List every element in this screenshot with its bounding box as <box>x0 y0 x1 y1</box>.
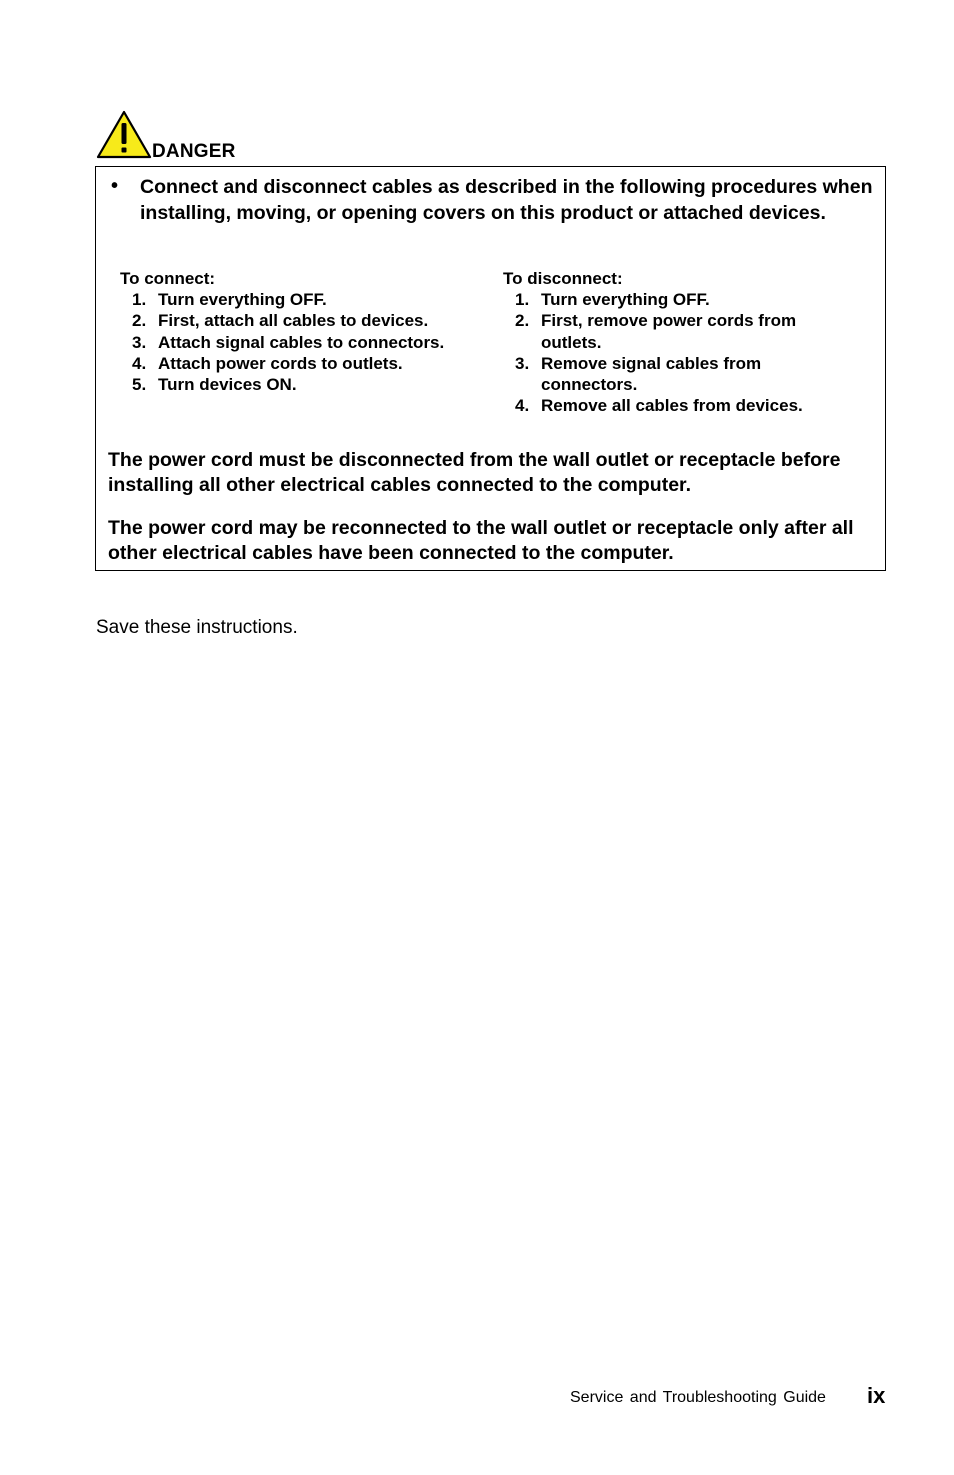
footer-title: Service and Troubleshooting Guide <box>570 1389 826 1406</box>
step-number: 4. <box>515 396 530 416</box>
step-text: First, attach all cables to devices. <box>158 311 429 331</box>
body-paragraph: Save these instructions. <box>96 617 298 638</box>
step-text: Attach signal cables to connectors. <box>158 332 445 352</box>
step-text: Attach power cords to outlets. <box>158 353 403 373</box>
step-number: 1. <box>132 290 147 310</box>
step-text: Remove all cables from devices. <box>541 396 803 416</box>
disconnect-steps <box>503 289 848 416</box>
list-item <box>503 310 848 352</box>
step-text: Turn everything OFF. <box>541 290 710 310</box>
step-number: 5. <box>132 375 147 395</box>
step-number: 4. <box>132 353 147 373</box>
list-item <box>120 310 490 331</box>
step-number: 2. <box>132 311 147 331</box>
step-number: 2. <box>515 311 530 331</box>
list-item <box>120 374 490 395</box>
list-item <box>503 353 848 395</box>
list-item <box>120 289 490 310</box>
list-item <box>120 353 490 374</box>
bullet-text: Connect and disconnect cables as described in the following procedures when installing, moving, or opening covers on this product or attached devices. <box>140 176 873 224</box>
power-cord-note-reconnect: The power cord may be reconnected to the wall outlet or receptacle only after all other electrical cables have been connected to the computer. <box>108 517 854 564</box>
step-text: Turn everything OFF. <box>158 290 327 310</box>
step-text: Remove signal cables from connectors. <box>541 353 762 395</box>
list-item <box>503 395 848 416</box>
danger-label: DANGER <box>152 141 236 162</box>
connect-column <box>120 268 490 395</box>
danger-heading <box>96 110 396 166</box>
connect-heading: To connect: <box>120 269 216 288</box>
bullet-marker: • <box>111 175 119 197</box>
power-cord-note-disconnect: The power cord must be disconnected from the wall outlet or receptacle before installing all other electrical cables connected to the computer. <box>108 449 841 496</box>
step-text: Turn devices ON. <box>158 375 297 395</box>
step-number: 1. <box>515 290 530 310</box>
connect-steps <box>120 289 490 395</box>
warning-triangle-icon <box>96 110 152 160</box>
step-text: First, remove power cords from outlets. <box>541 311 797 352</box>
step-number: 3. <box>132 332 147 352</box>
disconnect-column <box>503 268 848 416</box>
page-number: ix <box>867 1383 886 1408</box>
step-number: 3. <box>515 353 530 373</box>
disconnect-heading: To disconnect: <box>503 269 623 288</box>
list-item <box>120 332 490 353</box>
list-item <box>503 289 848 310</box>
